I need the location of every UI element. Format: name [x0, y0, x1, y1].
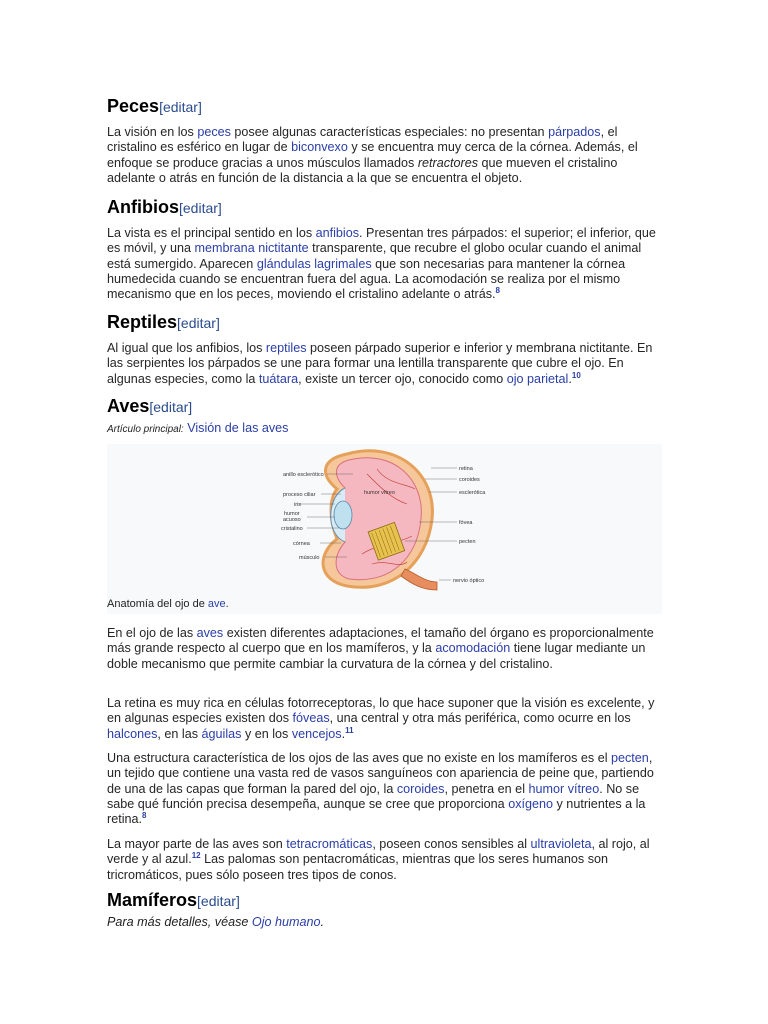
heading-peces [107, 96, 202, 117]
paragraph-aves-4 [107, 837, 663, 883]
text: , el cristalino es esférico en lugar de [107, 125, 618, 155]
text: La visión en los [107, 125, 198, 139]
hatnote-main-article [107, 421, 288, 435]
hatnote-details [107, 915, 324, 929]
edit-link-mamiferos[interactable]: [editar] [197, 893, 240, 909]
label-proceso-ciliar: proceso ciliar [283, 492, 316, 498]
label-cristalino: cristalino [281, 526, 303, 532]
edit-link-peces[interactable]: [editar] [159, 99, 202, 115]
text: , penetra en el [444, 781, 529, 796]
link-tetracromaticas[interactable]: tetracromáticas [286, 837, 373, 851]
link-aves[interactable]: aves [196, 626, 224, 640]
text: . Presentan tres párpados: el superior; el inferior, que es móvil, y una [107, 226, 656, 256]
paragraph-reptiles [107, 341, 663, 387]
label-anillo-esclerotico: anillo esclerótico [283, 472, 324, 478]
paragraph-anfibios [107, 226, 663, 302]
link-ave[interactable]: ave [207, 598, 226, 610]
citation-12[interactable]: 12 [191, 851, 201, 861]
link-foveas[interactable]: fóveas [292, 711, 330, 726]
heading-aves [107, 396, 192, 417]
text: , al rojo, al verde y al azul. [107, 837, 650, 867]
label-humor-vitreo: humor vítreo [364, 490, 395, 496]
link-ultravioleta[interactable]: ultravioleta [530, 837, 592, 851]
link-acomodacion[interactable]: acomodación [435, 641, 511, 656]
link-reptiles[interactable]: reptiles [265, 341, 307, 355]
text: que mueven el cristalino adelante o atrás en función de la distancia a la que se encuentra el objeto. [107, 155, 618, 185]
text: La vista es el principal sentido en los [107, 226, 316, 240]
label-retina: retina [459, 466, 473, 472]
label-iris: iris [294, 502, 302, 508]
label-nervio-optico: nervio óptico [453, 578, 485, 584]
link-humor-vitreo[interactable]: humor vítreo [528, 781, 600, 796]
heading-mamiferos [107, 890, 240, 911]
heading-title: Aves [107, 396, 150, 416]
link-vision-aves[interactable]: Visión de las aves [187, 421, 289, 435]
link-aguilas[interactable]: águilas [201, 726, 242, 741]
paragraph-aves-2 [107, 696, 663, 742]
text: , existe un tercer ojo, conocido como [298, 371, 507, 386]
text: La mayor parte de las aves son [107, 837, 287, 851]
link-membrana-nictitante[interactable]: membrana nictitante [194, 241, 309, 256]
text: tiene lugar mediante un doble mecanismo que permite cambiar la curvatura de la córnea y del cristalino. [107, 641, 646, 671]
link-ojo-humano[interactable]: Ojo humano [251, 915, 321, 929]
label-esclerotica: esclerótica [459, 490, 486, 496]
link-biconvexo[interactable]: biconvexo [291, 140, 348, 155]
link-anfibios[interactable]: anfibios [315, 226, 360, 240]
lens-shape [334, 501, 352, 529]
link-coroides[interactable]: coroides [396, 781, 445, 796]
text: y se encuentra muy cerca de la córnea. Además, el enfoque se produce gracias a unos músculos llamados [107, 140, 638, 170]
hatnote-label: Artículo principal: [107, 424, 184, 435]
label-musculo: músculo [299, 555, 320, 561]
link-halcones[interactable]: halcones [107, 726, 158, 741]
link-oxigeno[interactable]: oxígeno [508, 796, 554, 811]
heading-title: Peces [107, 96, 160, 116]
text: La retina es muy rica en células fotorreceptoras, lo que hace suponer que la visión es excelente, y en algunas especies existen dos [107, 696, 655, 726]
label-fovea: fóvea [459, 520, 473, 526]
hatnote-end: . [320, 915, 325, 929]
label-coroides: coroides [459, 477, 480, 483]
link-vencejos[interactable]: vencejos [291, 726, 342, 741]
citation-11[interactable]: 11 [345, 725, 354, 735]
text: Las palomas son pentacromáticas, mientras que los seres humanos son tricromáticos, pues sólo poseen tres tipos de conos. [107, 852, 609, 882]
link-ojo-parietal[interactable]: ojo parietal [506, 371, 569, 386]
paragraph-aves-3 [107, 751, 663, 827]
text: poseen párpado superior e inferior y membrana nictitante. En las serpientes los párpados se une para formar una lentilla transparente que cubre el ojo. En algunas especies, como la [107, 341, 653, 386]
heading-title: Mamíferos [107, 890, 198, 910]
heading-title: Reptiles [107, 312, 178, 332]
optic-nerve-shape [401, 569, 437, 590]
heading-anfibios [107, 197, 222, 218]
figure-bird-eye [107, 444, 662, 614]
text: . No se sabe qué función precisa desempeña, aunque se cree que proporciona [107, 781, 640, 811]
citation-8b[interactable]: 8 [142, 811, 147, 820]
text: y en los [241, 726, 292, 741]
edit-link-reptiles[interactable]: [editar] [177, 315, 220, 331]
heading-reptiles [107, 312, 220, 333]
label-humor: humor [284, 511, 300, 517]
text: , en las [157, 726, 202, 741]
link-parpados[interactable]: párpados [548, 125, 601, 139]
text: , poseen conos sensibles al [372, 837, 531, 851]
text: , una central y otra más periférica, como ocurre en los [329, 711, 631, 726]
text: existen diferentes adaptaciones, el tamaño del órgano es proporcionalmente más grande respecto al cuerpo que en los mamíferos, y la [107, 626, 654, 656]
figure-caption [107, 598, 229, 610]
label-cornea: córnea [293, 541, 310, 547]
link-peces[interactable]: peces [197, 125, 231, 139]
link-glandulas-lagrimales[interactable]: glándulas lagrimales [256, 256, 372, 271]
citation-8[interactable]: 8 [495, 286, 500, 295]
label-acuoso: acuoso [283, 517, 301, 523]
text: y nutrientes a la retina. [107, 796, 646, 827]
heading-title: Anfibios [107, 197, 179, 217]
text: En el ojo de las [107, 626, 197, 640]
edit-link-anfibios[interactable]: [editar] [179, 200, 222, 216]
hatnote-text: Para más detalles, véase [107, 915, 252, 929]
text: . [568, 371, 572, 386]
text: transparente, que recubre el globo ocular cuando el animal está sumergido. Aparecen [107, 241, 642, 271]
text: . [341, 726, 346, 741]
label-pecten: pecten [459, 539, 476, 545]
caption-text: Anatomía del ojo de [107, 598, 208, 610]
text: Una estructura característica de los ojos de las aves que no existe en los mamíferos es el [107, 751, 611, 765]
citation-10[interactable]: 10 [571, 370, 581, 380]
text: posee algunas características especiales: no presentan [230, 125, 549, 139]
emphasis-retractores: retractores [417, 155, 479, 170]
paragraph-aves-1 [107, 626, 663, 672]
text: que son necesarias para mantener la córnea humedecida cuando se encuentran fuera del agua. La acomodación se realiza por el mismo mecanismo que en los peces, moviendo el cristalino adelante o atrás. [107, 256, 626, 302]
caption-end: . [225, 598, 229, 610]
edit-link-aves[interactable]: [editar] [149, 399, 193, 415]
paragraph-peces [107, 125, 663, 186]
link-tuatara[interactable]: tuátara [258, 371, 299, 386]
link-pecten[interactable]: pecten [611, 751, 649, 765]
text: , un tejido que contiene una vasta red de vasos sanguíneos con apariencia de peine que, partiendo de una de las capas que forman la pared del ojo, la [107, 751, 654, 796]
bird-eye-diagram[interactable] [107, 444, 662, 594]
text: Al igual que los anfibios, los [107, 341, 266, 355]
